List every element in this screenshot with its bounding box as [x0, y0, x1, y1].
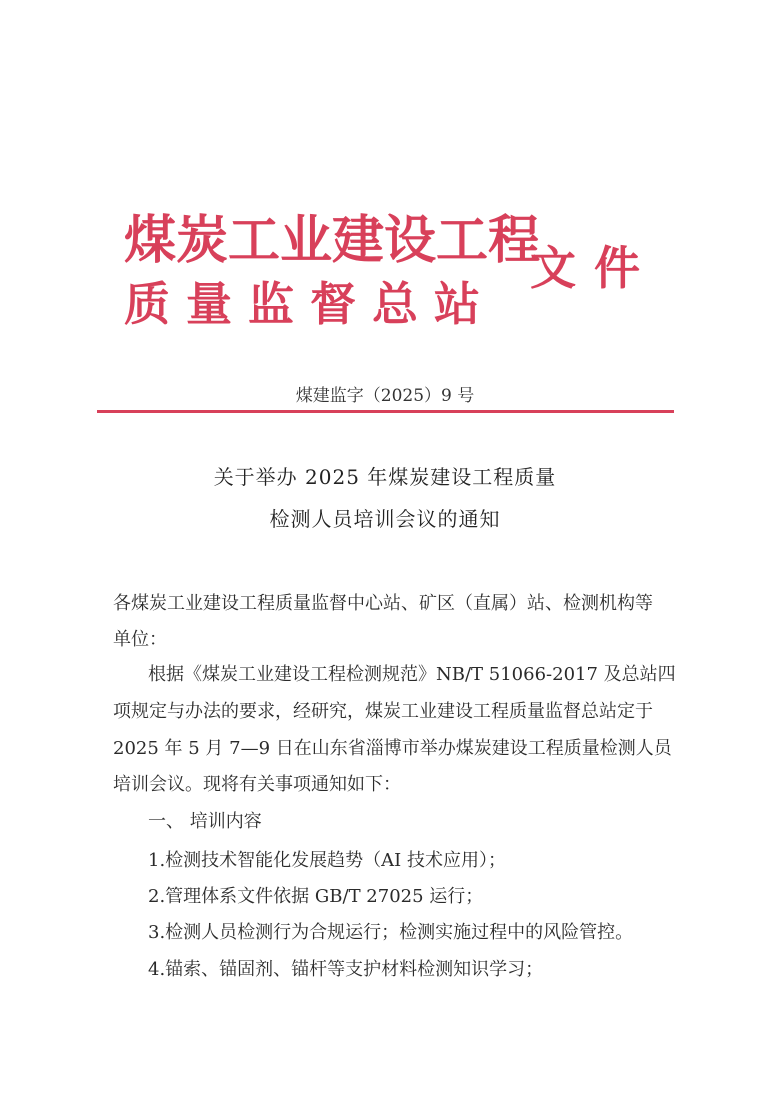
- notice-title-line-2: 检测人员培训会议的通知: [269, 507, 501, 531]
- recipients-line-1: 各煤炭工业建设工程质量监督中心站、矿区（直属）站、检测机构等: [113, 593, 653, 614]
- paragraph-1-line-4: 培训会议。现将有关事项通知如下：: [113, 774, 401, 795]
- document-suffix: 文件: [530, 241, 658, 295]
- recipients-line-2: 单位：: [113, 629, 167, 650]
- paragraph-1-line-2: 项规定与办法的要求，经研究，煤炭工业建设工程质量监督总站定于: [113, 701, 653, 722]
- list-item: 1.检测技术智能化发展趋势（AI 技术应用）；: [148, 850, 507, 871]
- org-name-line-1: 煤炭工业建设工程: [124, 211, 541, 271]
- list-item: 2.管理体系文件依据 GB/T 27025 运行；: [148, 886, 484, 907]
- list-item: 4.锚索、锚固剂、锚杆等支护材料检测知识学习；: [148, 959, 544, 980]
- document-number: 煤建监字（2025）9 号: [295, 386, 475, 406]
- org-name-line-2: 质量监督总站: [124, 277, 496, 331]
- paragraph-1-line-3: 2025 年 5 月 7—9 日在山东省淄博市举办煤炭建设工程质量检测人员: [113, 738, 672, 759]
- section-1-heading: 一、 培训内容: [148, 811, 262, 832]
- paragraph-1-line-1: 根据《煤炭工业建设工程检测规范》NB/T 51066-2017 及总站四: [148, 664, 676, 685]
- list-item: 3.检测人员检测行为合规运行；检测实施过程中的风险管控。: [148, 922, 634, 943]
- header-divider: [97, 410, 674, 413]
- notice-title-line-1: 关于举办 2025 年煤炭建设工程质量: [213, 465, 557, 489]
